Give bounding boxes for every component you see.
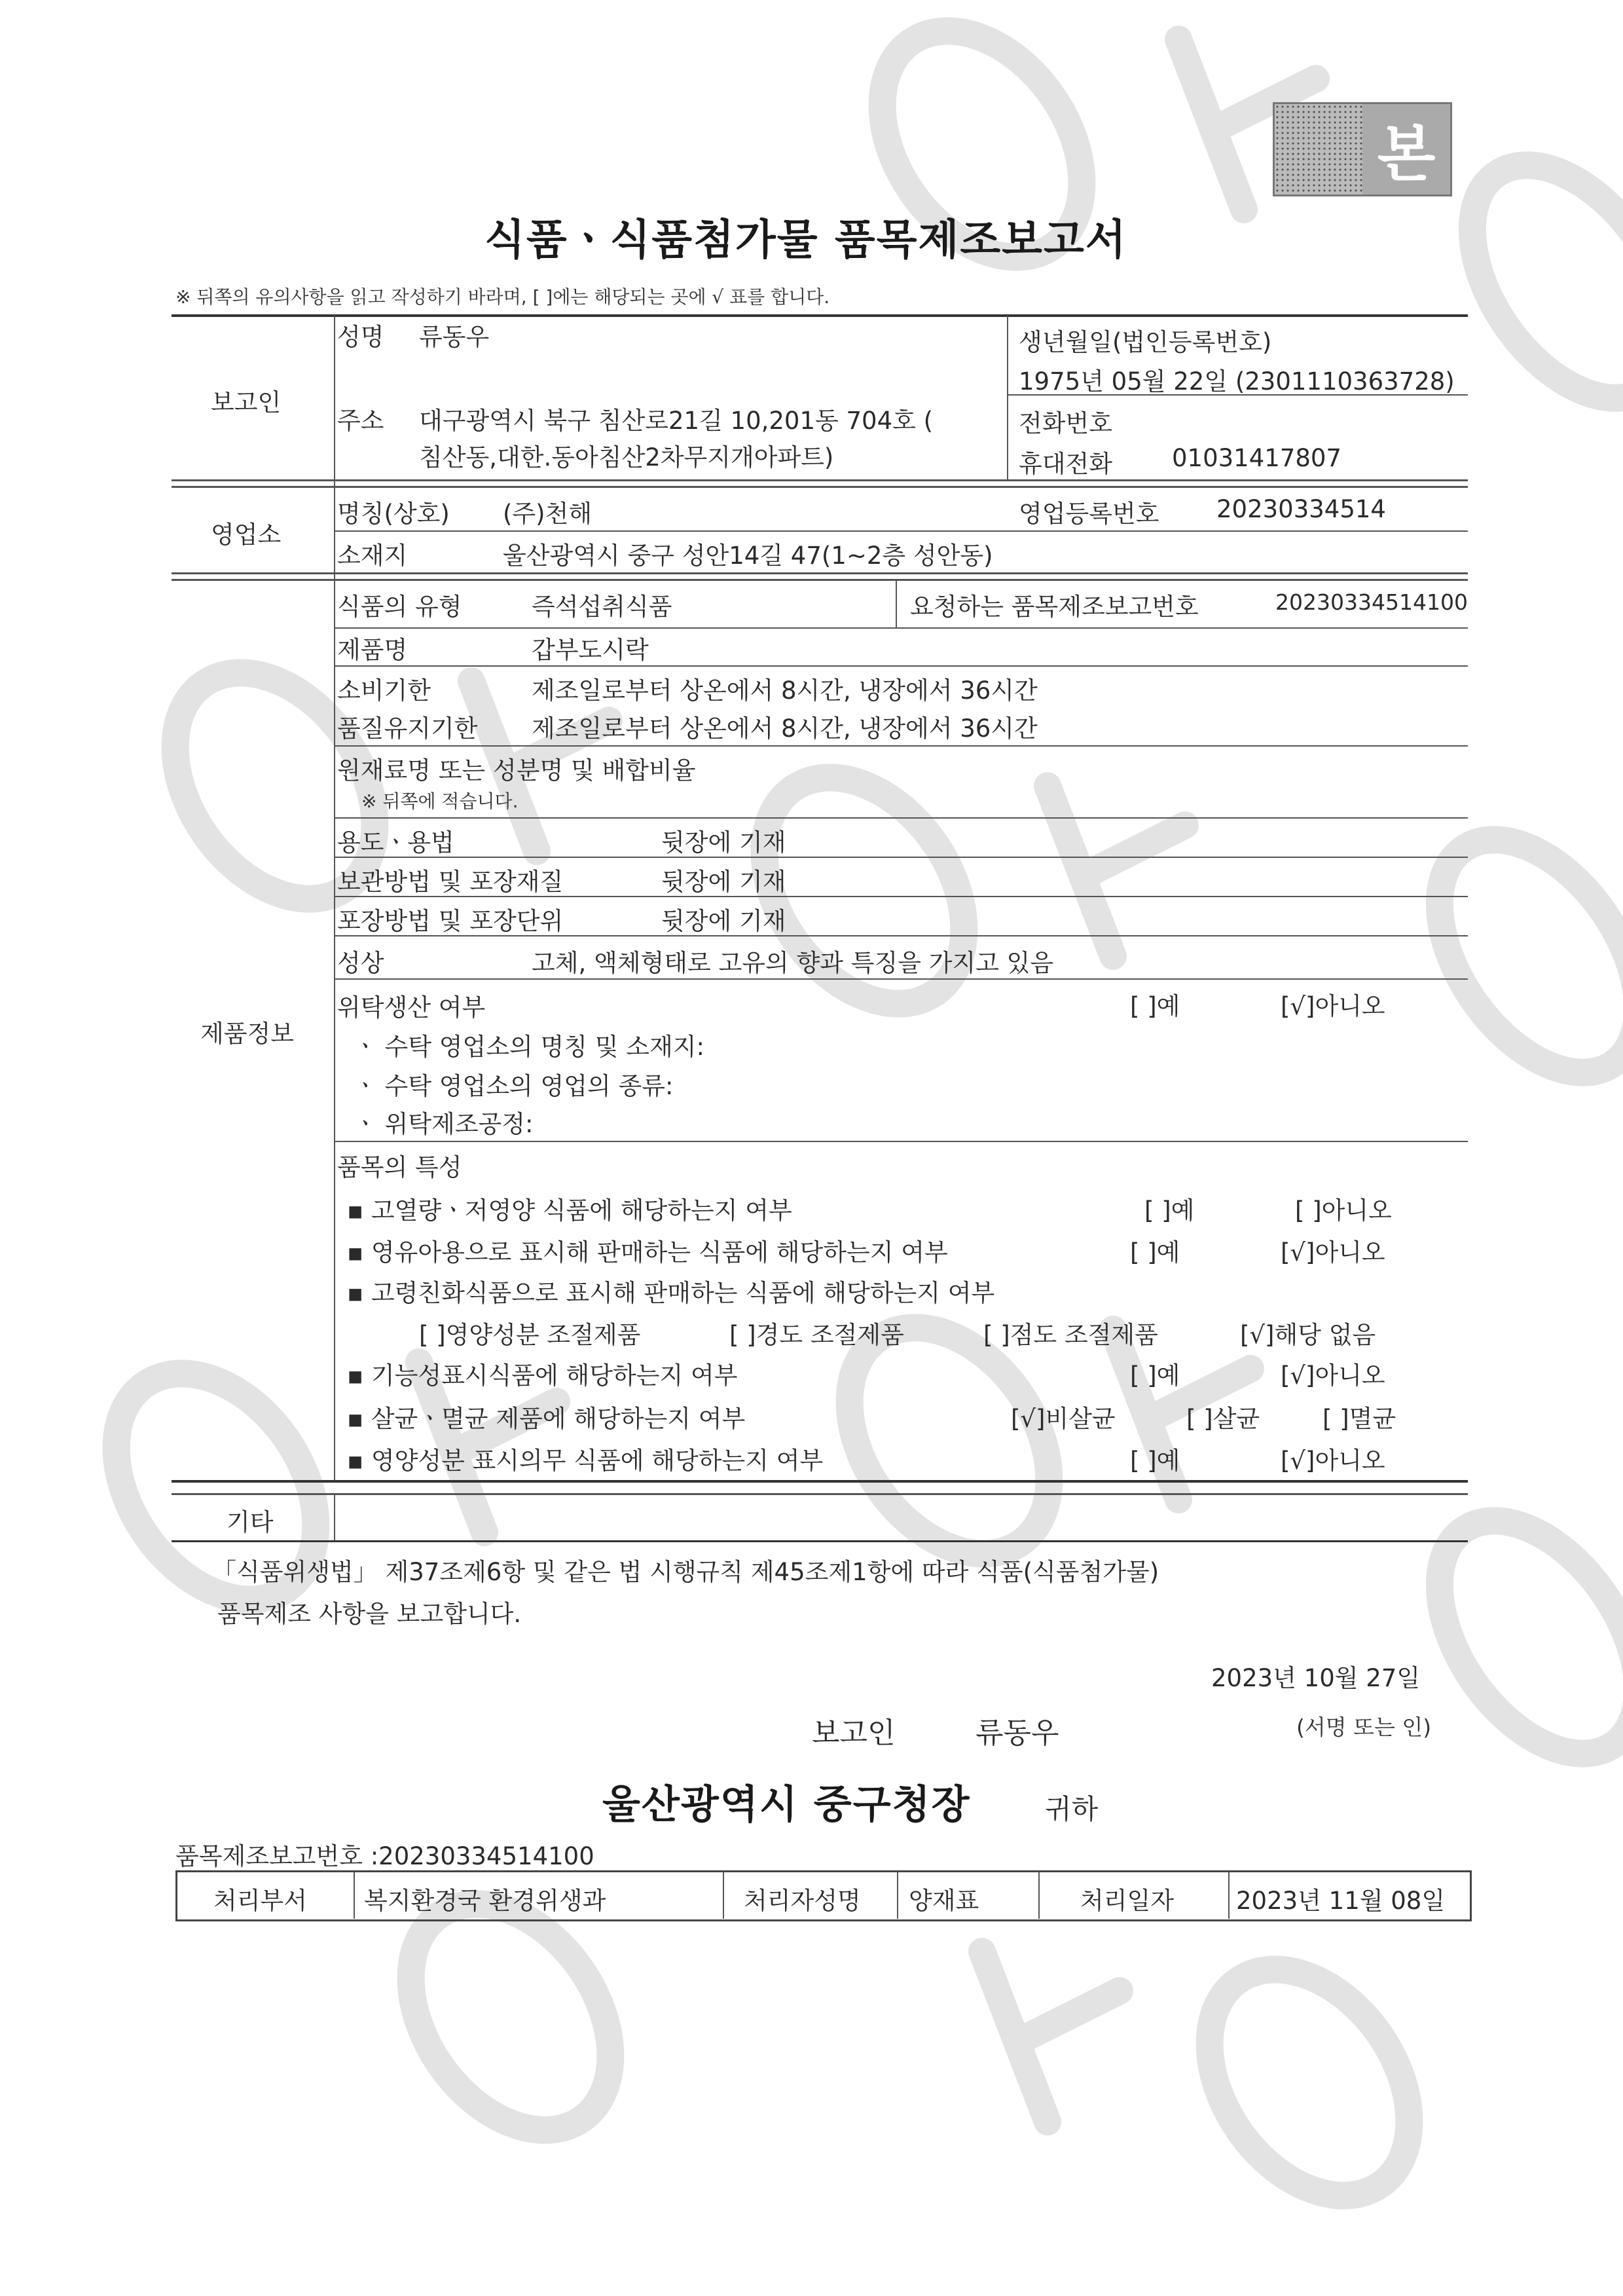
- line: [172, 1480, 1468, 1483]
- property-value: 고체, 액체형태로 고유의 향과 특징을 가지고 있음: [532, 949, 1054, 977]
- address-label: 주소: [337, 407, 384, 435]
- processing-date: 2023년 11월 08일: [1236, 1887, 1446, 1915]
- trait-option: [ ]예: [1130, 1238, 1180, 1267]
- line: [172, 479, 1468, 481]
- line: [172, 579, 1468, 581]
- line: [172, 486, 1468, 488]
- processing-date-label: 처리일자: [1080, 1887, 1174, 1915]
- quality-period-value: 제조일로부터 상온에서 8시간, 냉장에서 36시간: [532, 714, 1038, 743]
- column-divider: [897, 1872, 898, 1919]
- expiry-label: 소비기한: [337, 676, 431, 705]
- column-divider: [334, 316, 335, 1480]
- trait-question: ▪ 고열량ㆍ저영양 식품에 해당하는지 여부: [347, 1196, 792, 1225]
- birth-value: 1975년 05월 22일 (2301110363728): [1019, 367, 1455, 396]
- column-divider: [1007, 316, 1008, 479]
- addressee: 울산광역시 중구청장: [602, 1782, 971, 1828]
- line: [334, 978, 1468, 980]
- trait-question: ▪ 고령친화식품으로 표시해 판매하는 식품에 해당하는지 여부: [347, 1279, 995, 1307]
- product-name-label: 제품명: [337, 636, 408, 664]
- line: [334, 665, 1468, 667]
- quality-period-label: 품질유지기한: [337, 714, 478, 743]
- consign-item: ㆍ 수탁 영업소의 명칭 및 소재지:: [354, 1033, 704, 1061]
- reporter-name: 류동우: [419, 323, 490, 351]
- line: [334, 745, 1468, 747]
- elderly-option: [ ]점도 조절제품: [983, 1321, 1158, 1349]
- line: [172, 572, 1468, 574]
- elderly-option: [ ]영양성분 조절제품: [419, 1321, 641, 1349]
- usage-value: 뒷장에 기재: [661, 828, 786, 857]
- trait-option: [ ]아니오: [1295, 1196, 1392, 1225]
- trait-option: [ ]예: [1130, 1447, 1180, 1475]
- consign-no-option: [√]아니오: [1281, 992, 1385, 1020]
- trait-option: [√]아니오: [1281, 1447, 1385, 1475]
- etc-label: 기타: [227, 1508, 274, 1536]
- processor-name: 양재표: [909, 1887, 979, 1915]
- requested-number: 20230334514100: [1275, 589, 1468, 615]
- business-location-label: 소재지: [337, 542, 408, 570]
- column-divider: [1228, 1872, 1230, 1919]
- food-type: 즉석섭취식품: [532, 593, 672, 621]
- address-line-2: 침산동,대한.동아침산2차무지개아파트): [419, 443, 834, 472]
- sign-note: (서명 또는 인): [1296, 1714, 1432, 1740]
- line: [334, 530, 1468, 532]
- dept-label: 처리부서: [213, 1887, 307, 1915]
- trait-option: [ ]예: [1144, 1196, 1195, 1225]
- column-divider: [354, 1872, 355, 1919]
- statement-line-2: 품목제조 사항을 보고합니다.: [217, 1600, 522, 1628]
- expiry-value: 제조일로부터 상온에서 8시간, 냉장에서 36시간: [532, 676, 1038, 705]
- usage-label: 용도ㆍ용법: [337, 828, 454, 857]
- storage-label: 보관방법 및 포장재질: [337, 868, 564, 896]
- consign-yes-option: [ ]예: [1130, 992, 1180, 1020]
- line: [172, 1540, 1468, 1542]
- requested-number-label: 요청하는 품목제조보고번호: [910, 593, 1199, 621]
- statement-line-1: 「식품위생법」 제37조제6항 및 같은 법 시행규칙 제45조제1항에 따라 식품(식품첨가물): [212, 1558, 1159, 1586]
- trait-option: [√]아니오: [1281, 1361, 1385, 1390]
- elderly-option: [ ]경도 조절제품: [729, 1321, 904, 1349]
- consign-item: ㆍ 수탁 영업소의 영업의 종류:: [354, 1072, 674, 1100]
- column-divider: [896, 580, 897, 627]
- document-title: 식품ㆍ식품첨가물 품목제조보고서: [484, 216, 1127, 265]
- trait-option: [ ]멸균: [1322, 1405, 1396, 1433]
- name-label: 성명: [337, 323, 384, 351]
- line: [334, 817, 1468, 819]
- consign-label: 위탁생산 여부: [337, 993, 486, 1022]
- food-type-label: 식품의 유형: [337, 593, 462, 621]
- line: [334, 857, 1468, 858]
- processor-label: 처리자성명: [744, 1887, 861, 1915]
- trait-option: [ ]예: [1130, 1361, 1180, 1390]
- property-label: 성상: [337, 949, 384, 977]
- traits-label: 품목의 특성: [337, 1153, 462, 1181]
- ingredients-label: 원재료명 또는 성분명 및 배합비율: [337, 756, 696, 785]
- consign-item: ㆍ 위탁제조공정:: [354, 1110, 534, 1138]
- packing-label: 포장방법 및 포장단위: [337, 907, 564, 935]
- line: [334, 627, 1468, 629]
- trait-question: ▪ 살균ㆍ멸균 제품에 해당하는지 여부: [347, 1405, 746, 1433]
- signer-name: 류동우: [976, 1716, 1059, 1750]
- stamp-pattern: [1275, 104, 1362, 194]
- instruction-note: ※ 뒤쪽의 유의사항을 읽고 작성하기 바라며, [ ]에는 해당되는 곳에 √ 표를 합니다.: [175, 286, 830, 308]
- trait-question: ▪ 기능성표시식품에 해당하는지 여부: [347, 1361, 738, 1390]
- mobile-label: 휴대전화: [1019, 450, 1112, 478]
- line: [334, 1141, 1468, 1142]
- reporter-section-label: 보고인: [211, 388, 282, 417]
- trait-question: ▪ 영양성분 표시의무 식품에 해당하는지 여부: [347, 1447, 824, 1475]
- addressee-suffix: 귀하: [1045, 1793, 1099, 1825]
- business-name: (주)천해: [503, 500, 593, 528]
- storage-value: 뒷장에 기재: [661, 868, 786, 896]
- birth-label: 생년월일(법인등록번호): [1019, 328, 1272, 356]
- product-section-label: 제품정보: [200, 1020, 294, 1048]
- product-name: 갑부도시락: [532, 636, 649, 664]
- business-name-label: 명칭(상호): [337, 500, 450, 528]
- column-divider: [1038, 1872, 1040, 1919]
- packing-value: 뒷장에 기재: [661, 907, 786, 935]
- dept-value: 복지환경국 환경위생과: [364, 1887, 606, 1915]
- trait-question: ▪ 영유아용으로 표시해 판매하는 식품에 해당하는지 여부: [347, 1238, 948, 1267]
- trait-option: [ ]살균: [1186, 1405, 1260, 1433]
- original-stamp: [1273, 102, 1452, 196]
- business-location: 울산광역시 중구 성안14길 47(1~2층 성안동): [503, 542, 993, 570]
- business-reg-number: 20230334514: [1216, 495, 1386, 523]
- column-divider: [334, 1494, 335, 1540]
- phone-label: 전화번호: [1019, 409, 1112, 437]
- signer-label: 보고인: [812, 1716, 896, 1750]
- trait-option: [√]아니오: [1281, 1238, 1385, 1267]
- column-divider: [723, 1872, 724, 1919]
- stamp-letter: 본: [1362, 104, 1450, 194]
- report-number: 품목제조보고번호 :20230334514100: [175, 1842, 594, 1870]
- business-reg-label: 영업등록번호: [1019, 500, 1159, 528]
- mobile-value: 01031417807: [1172, 444, 1341, 472]
- line: [172, 1493, 1468, 1495]
- elderly-option: [√]해당 없음: [1240, 1321, 1376, 1349]
- business-section-label: 영업소: [211, 521, 282, 549]
- report-date: 2023년 10월 27일: [1211, 1664, 1421, 1692]
- address-line-1: 대구광역시 북구 침산로21길 10,201동 704호 (: [419, 407, 934, 435]
- trait-option: [√]비살균: [1011, 1405, 1116, 1433]
- ingredients-note: ※ 뒤쪽에 적습니다.: [361, 790, 519, 812]
